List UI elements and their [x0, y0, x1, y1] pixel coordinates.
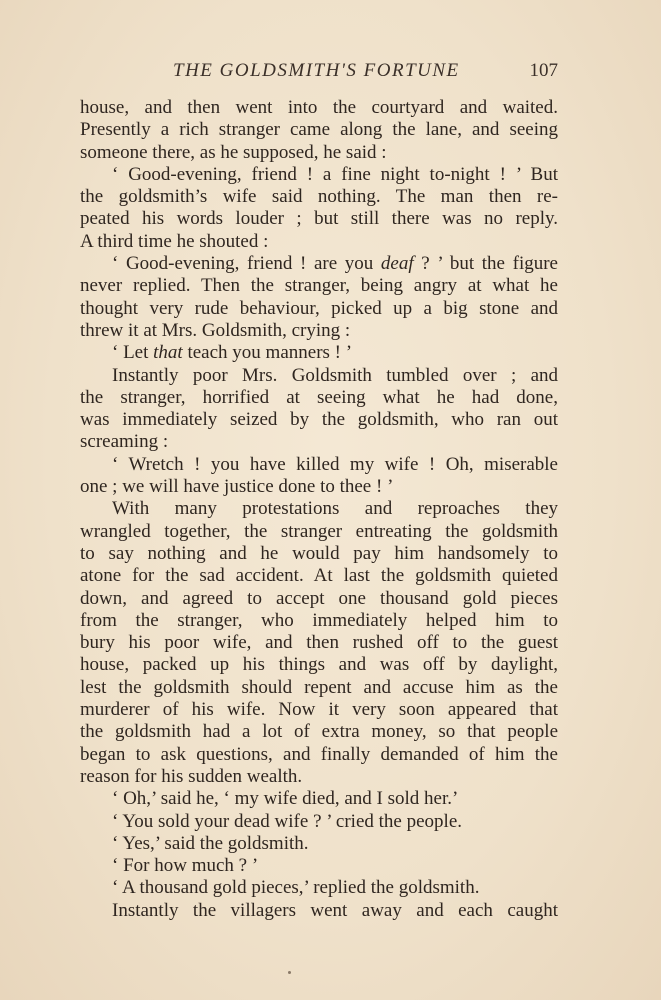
- text-line: atone for the sad accident. At last the goldsmith quieted: [80, 565, 558, 587]
- body-text: [80, 97, 558, 922]
- text-line: wrangled together, the stranger entreating the goldsmith: [80, 520, 558, 542]
- text-line: Instantly poor Mrs. Goldsmith tumbled over ; and: [112, 364, 558, 386]
- text-line: one ; we will have justice done to thee ! ’: [80, 476, 394, 498]
- text-line: down, and agreed to accept one thousand gold pieces: [80, 587, 558, 609]
- text-line: ‘ A thousand gold pieces,’ replied the goldsmith.: [112, 877, 480, 899]
- page-number: 107: [529, 60, 558, 81]
- text-line: ‘ Let that teach you manners ! ’: [112, 342, 353, 364]
- text-line: reason for his sudden wealth.: [80, 765, 303, 787]
- text-line: ‘ Oh,’ said he, ‘ my wife died, and I sold her.’: [112, 788, 459, 810]
- text-line: from the stranger, who immediately helped him to: [80, 609, 558, 631]
- text-line: ‘ Wretch ! you have killed my wife ! Oh, miserable: [112, 453, 558, 475]
- text-line: screaming :: [80, 431, 169, 453]
- text-line: With many protestations and reproaches they: [112, 498, 558, 520]
- text-line: Presently a rich stranger came along the lane, and seeing: [80, 119, 558, 141]
- text-line: was immediately seized by the goldsmith, who ran out: [80, 409, 558, 431]
- text-line: house, packed up his things and was off by daylight,: [80, 654, 558, 676]
- running-title: THE GOLDSMITH'S FORTUNE: [173, 60, 460, 81]
- page-header: [80, 60, 558, 88]
- text-line: murderer of his wife. Now it very soon appeared that: [80, 699, 558, 721]
- text-line: bury his poor wife, and then rushed off to the guest: [80, 632, 558, 654]
- text-line: the goldsmith had a lot of extra money, so that people: [80, 721, 558, 743]
- text-line: thought very rude behaviour, picked up a big stone and: [80, 297, 558, 319]
- text-line: to say nothing and he would pay him handsomely to: [80, 542, 558, 564]
- text-line: lest the goldsmith should repent and accuse him as the: [80, 676, 558, 698]
- text-line: the stranger, horrified at seeing what he had done,: [80, 386, 558, 408]
- text-line: ‘ Good-evening, friend ! a fine night to-night ! ’ But: [112, 163, 558, 185]
- text-line: house, and then went into the courtyard and waited.: [80, 97, 558, 118]
- text-line: the goldsmith’s wife said nothing. The man then re-: [80, 186, 558, 208]
- text-line: began to ask questions, and finally demanded of him the: [80, 743, 558, 765]
- text-line: never replied. Then the stranger, being angry at what he: [80, 275, 558, 297]
- text-line: ‘ You sold your dead wife ? ’ cried the people.: [112, 810, 462, 832]
- text-line: ‘ Yes,’ said the goldsmith.: [112, 832, 309, 854]
- text-line: someone there, as he supposed, he said :: [80, 141, 387, 163]
- text-line: ‘ For how much ? ’: [112, 855, 259, 877]
- text-line: peated his words louder ; but still there was no reply.: [80, 208, 558, 230]
- printer-mark-dot: [288, 971, 291, 974]
- text-line: Instantly the villagers went away and each caught: [112, 899, 558, 921]
- text-line: threw it at Mrs. Goldsmith, crying :: [80, 319, 351, 341]
- text-line: A third time he shouted :: [80, 230, 269, 252]
- text-line: ‘ Good-evening, friend ! are you deaf ? ’ but the figure: [112, 253, 558, 275]
